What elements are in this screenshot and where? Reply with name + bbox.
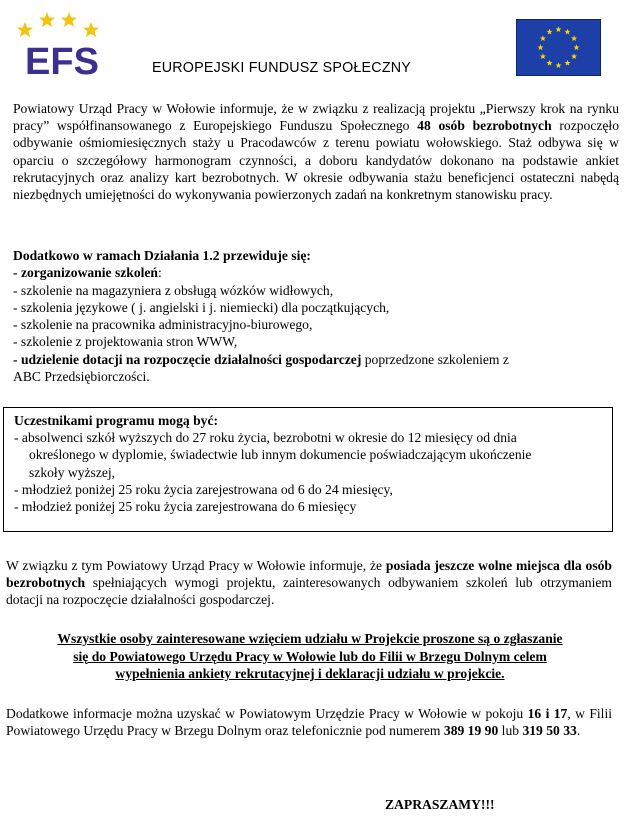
participants-heading: Uczestnikami programu mogą być: xyxy=(14,413,219,428)
contact-text-3: lub xyxy=(498,723,523,739)
intro-text-2: rozpoczęło odbywanie ośmiomiesięcznych staży u Pracodawców z terenu powiatu wołowskiego. Staż odbywa się w oparciu o szczegółowy harmonogram czynności, a doboru kandydatów dokonano na podstawie ankiet rekrutacyjnych oraz analizy kart bezrobotnych. W okresie odbywania stażu beneficjenci ostateczni nabędą niezbędnych umiejętności do wykonywania powierzonych zadań na konkretnym stanowisku pracy. xyxy=(13,118,619,203)
participant-line: - młodzież poniżej 25 roku życia zarejestrowana do 6 miesięcy xyxy=(14,499,357,515)
availability-bold: posiada jeszcze wolne miejsca dla osób bezrobotnych xyxy=(6,558,612,591)
measures-heading: Dodatkowo w ramach Działania 1.2 przewiduje się: xyxy=(13,248,311,263)
contact-text-1: Dodatkowe informacje można uzyskać w Powiatowym Urzędzie Pracy w Wołowie w pokoju xyxy=(6,706,528,721)
availability-text-1: W związku z tym Powiatowy Urząd Pracy w Wołowie informuje, że xyxy=(6,558,386,573)
contact-text-4: . xyxy=(576,723,581,739)
training-colon: : xyxy=(158,265,162,281)
cta-line: się do Powiatowego Urzędu Pracy w Wołowie lub do Filii w Brzegu Dolnym celem xyxy=(73,648,547,664)
efs-logo xyxy=(10,8,115,80)
training-label: zorganizowanie szkoleń xyxy=(20,265,158,281)
cta-line: wypełnienia ankiety rekrutacyjnej i deklaracji udziału w projekcie. xyxy=(115,666,505,682)
contact-paragraph xyxy=(6,705,612,739)
participant-line: - absolwenci szkół wyższych do 27 roku życia, bezrobotni w okresie do 12 miesięcy od dnia xyxy=(14,430,517,446)
measures-section xyxy=(13,247,619,385)
dash: - xyxy=(13,351,21,367)
intro-bold-count: 48 osób bezrobotnych xyxy=(417,118,552,134)
dash: - xyxy=(13,265,21,281)
availability-paragraph xyxy=(6,557,612,609)
contact-rooms: 16 i 17 xyxy=(527,706,568,721)
list-item: - szkolenie z projektowania stron WWW, xyxy=(13,334,238,350)
contact-text-2: , w Filii Powiatowego Urzędu Pracy w Brzegu Dolnym oraz telefonicznie pod numerem xyxy=(6,706,612,739)
participant-line: określonego w dyplomie, świadectwie lub innym dokumencie poświadczającym ukończenie xyxy=(29,447,532,463)
grant-line-1: poprzedzone szkoleniem z xyxy=(361,351,509,367)
cta-line: Wszystkie osoby zainteresowane wzięciem udziału w Projekcie proszone są o zgłaszanie xyxy=(57,631,563,646)
grant-line-2: ABC Przedsiębiorczości. xyxy=(13,369,150,385)
organization-title: EUROPEJSKI FUNDUSZ SPOŁECZNY xyxy=(152,60,412,76)
intro-text-1: Powiatowy Urząd Pracy w Wołowie informuje, że w związku z realizacją projektu „Pierwszy krok na rynku pracy” współfinansowanego z Europejskiego Funduszu Społecznego xyxy=(13,101,619,134)
participants-box xyxy=(3,407,613,532)
contact-phone-1: 389 19 90 xyxy=(443,723,499,739)
eu-flag-icon xyxy=(516,19,601,76)
closing-invitation: ZAPRASZAMY!!! xyxy=(385,797,495,812)
availability-text-2: spełniających wymogi projektu, zainteresowanych odbywaniem szkoleń lub otrzymaniem dotacji na rozpoczęcie działalności gospodarczej. xyxy=(6,575,612,608)
participant-line: szkoły wyższej, xyxy=(29,464,116,480)
list-item: - szkolenie na magazyniera z obsługą wózków widłowych, xyxy=(13,282,334,298)
grant-label: udzielenie dotacji na rozpoczęcie działalności gospodarczej xyxy=(20,351,362,367)
intro-paragraph xyxy=(13,100,619,203)
efs-logo-text: EFS xyxy=(25,41,99,80)
list-item: - szkolenia językowe ( j. angielski i j. niemiecki) dla początkujących, xyxy=(13,299,390,315)
contact-phone-2: 319 50 33 xyxy=(522,723,577,739)
list-item: - szkolenie na pracownika administracyjno-biurowego, xyxy=(13,317,313,333)
call-to-action xyxy=(10,630,610,683)
participant-line: - młodzież poniżej 25 roku życia zarejestrowana od 6 do 24 miesięcy, xyxy=(14,481,393,497)
